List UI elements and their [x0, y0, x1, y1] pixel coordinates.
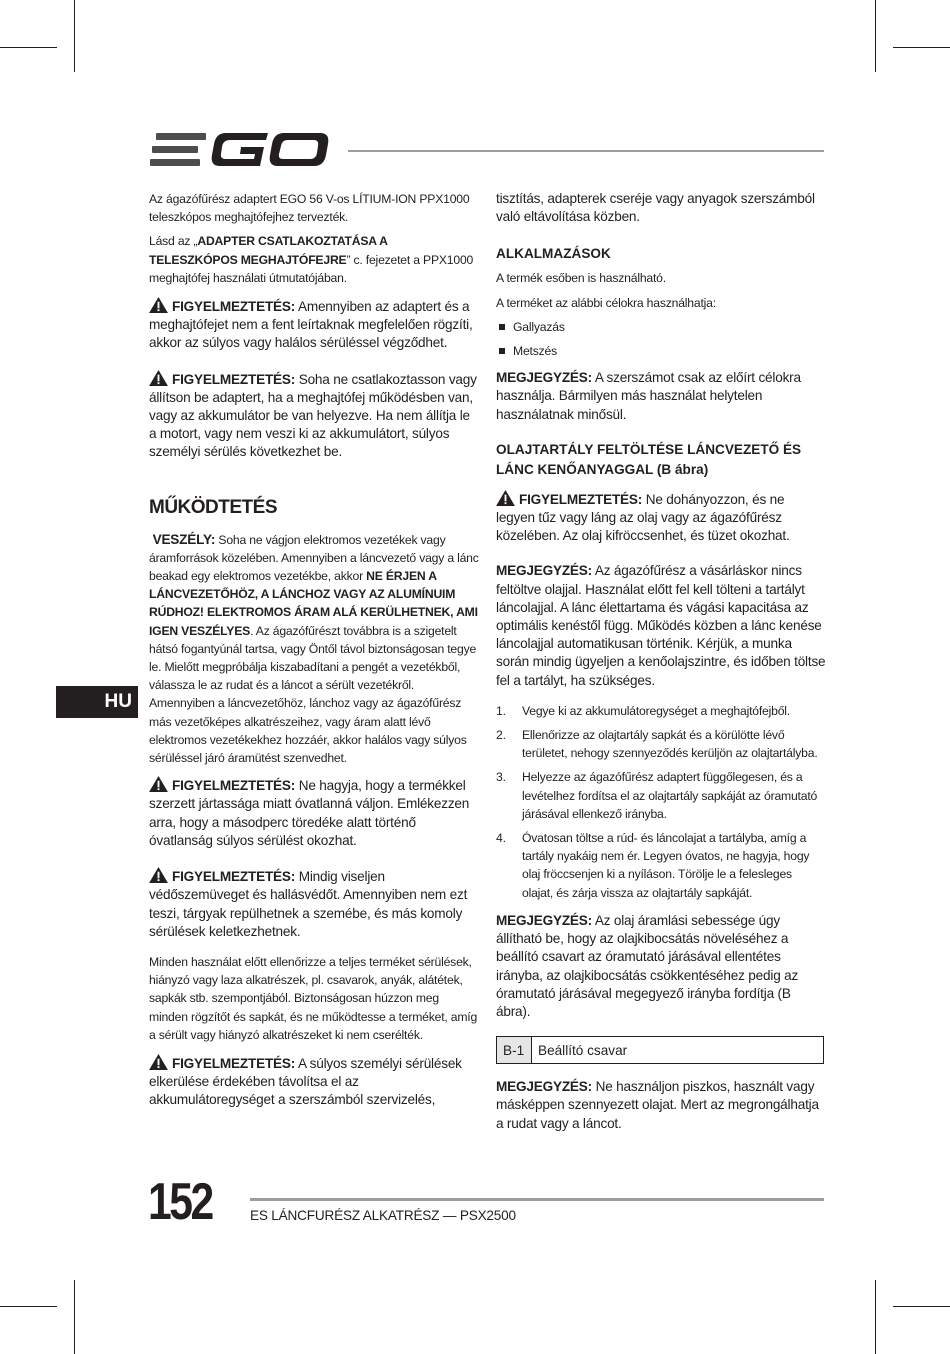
- danger-label: VESZÉLY:: [152, 531, 216, 547]
- applications-list: [496, 318, 826, 360]
- applications-title: ALKALMAZÁSOK: [496, 246, 611, 262]
- note-label: MEGJEGYZÉS:: [496, 370, 592, 386]
- list-item: [496, 768, 826, 823]
- step-text: Óvatosan töltse a rúd- és láncolajat a tartályba, amíg a tartály nyakáig nem ér. Legyen óvatos, ne hagyja, hogy olaj fröccsenjen ki a nyíláson. Törölje le a felesleges olajat, és zárja vissza az olajtartály sapkáját.: [522, 831, 810, 900]
- warning-label: FIGYELMEZTETÉS:: [172, 1055, 296, 1071]
- crop-mark: [893, 1306, 950, 1307]
- inspection-paragraph: Minden használat előtt ellenőrizze a teljes terméket sérülések, hiányzó vagy laza alkatrészek, pl. csavarok, anyák, alátétek, sapkák stb. szempontjából. Biztonságosan húzzon meg minden rögzítőt és sapkát, és ne működtesse a terméket, amíg a sérült vagy hiányzó alkatrészeket ki nem cserélték.: [149, 954, 478, 1042]
- crop-mark: [875, 1280, 876, 1354]
- note-text: Ne használjon piszkos, használt vagy másképpen szennyezett olajat. Mert az megrongálhatja a rudat vagy a láncot.: [496, 1079, 819, 1131]
- warning-5: [149, 1054, 479, 1110]
- note-text: Az ágazófűrész a vásárláskor nincs feltöltve olajjal. Használat előtt fel kell tölteni a tartályt láncolajjal. A lánc élettartama és vágási kapacitása az optimális kenéstől függ. Működés közben a lánc kenése láncolajjal automatikusan történik. Kérjük, a munka során mindig ügyeljen a kenőolajszintre, és időben töltse fel a tartályt, ha szükséges.: [496, 563, 826, 688]
- crop-mark: [0, 1306, 57, 1307]
- steps-list: [496, 702, 826, 902]
- warning-triangle-icon: [149, 370, 168, 386]
- step-text: Helyezze az ágazófűrész adaptert függőlegesen, és a levételhez fordítsa el az olajtartály sapkáját az óramutató járásával ellenkező irányba.: [522, 770, 818, 821]
- crop-mark: [0, 47, 57, 48]
- list-item: [496, 726, 826, 762]
- warning-4: [149, 867, 479, 941]
- note-text: A szerszámot csak az előírt célokra használja. Bármilyen más használat helytelen használatnak minősül.: [496, 370, 801, 422]
- warning-text: Soha ne csatlakoztasson vagy állítson be adaptert, ha a meghajtófej működésben van, vagy az akkumulátor be van helyezve. Ha nem állítja le a motort, vagy nem veszi ki az akkumulátort, súlyos személyi sérülés következhet be.: [149, 371, 477, 460]
- warning-triangle-icon: [149, 776, 168, 792]
- applications-line-1: A termék esőben is használható.: [496, 271, 666, 286]
- crop-mark: [74, 1280, 75, 1354]
- continued-paragraph: tisztítás, adapterek cseréje vagy anyagok szerszámból való eltávolítása közben.: [496, 191, 815, 225]
- legend-table: [496, 1036, 824, 1064]
- crop-mark: [893, 47, 950, 48]
- warning-3: [149, 776, 479, 850]
- danger-text: Soha ne vágjon elektromos vezetékek vagy áramforrások közelében. Amennyiben a láncvezető vagy a lánc beakad egy elektromos vezetékbe, akkor: [149, 532, 479, 584]
- step-text: Ellenőrizze az olajtartály sapkát és a körülötte lévő területet, nehogy szennyeződés kerüljön az olajtartályba.: [522, 728, 818, 761]
- step-number: 2.: [496, 728, 506, 743]
- header-rule: [348, 150, 824, 152]
- warning-label: FIGYELMEZTETÉS:: [172, 299, 296, 315]
- ego-logo: [150, 130, 330, 170]
- note-2: [496, 562, 826, 689]
- warning-label: FIGYELMEZTETÉS:: [172, 371, 296, 387]
- legend-code: B-1: [497, 1037, 532, 1064]
- warning-2: [149, 370, 479, 462]
- legend-label: Beállító csavar: [532, 1037, 824, 1064]
- note-4: [496, 1078, 826, 1133]
- reference-text-end: ” c. fejezetet a PPX1000 meghajtófej használati útmutatójában.: [149, 252, 474, 285]
- reference-text: Lásd az „: [149, 234, 198, 249]
- warning-triangle-icon: [149, 867, 168, 883]
- list-item: [496, 702, 826, 720]
- warning-triangle-icon: [496, 490, 515, 506]
- intro-paragraph: Az ágazófűrész adaptert EGO 56 V-os LÍTIUM-ION PPX1000 teleszkópos meghajtófejhez tervezték.: [149, 192, 470, 225]
- warning-text: Mindig viseljen védőszemüveget és hallásvédőt. Amennyiben nem ezt teszi, tárgyak repülhetnek a szemébe, és más komoly sérülések keletkezhetnek.: [149, 869, 468, 939]
- note-3: [496, 912, 826, 1021]
- note-label: MEGJEGYZÉS:: [496, 1079, 592, 1095]
- crop-mark: [74, 0, 75, 72]
- list-item: Gallyazás: [496, 318, 826, 336]
- step-number: 1.: [496, 703, 506, 718]
- note-text: Az olaj áramlási sebessége úgy állítható be, hogy az olajkibocsátás növeléséhez a beállító csavart az óramutató járásával ellentétes irányba, az olajkibocsátás csökkentéséhez pedig az óramutató járásával megegyező irányba fordítja (B ábra).: [496, 912, 799, 1019]
- warning-triangle-icon: [149, 297, 168, 313]
- warning-label: FIGYELMEZTETÉS:: [519, 491, 643, 507]
- warning-text: Ne dohányozzon, és ne legyen tűz vagy láng az olaj vagy az ágazófűrész közelében. Az olaj kifröccsenhet, és tüzet okozhat.: [496, 491, 790, 544]
- danger-text-end: . Az ágazófűrészt továbbra is a szigetelt hátsó fogantyúnál tartsa, vagy Öntől távol biztonságosan tegye le. Mielőtt megpróbálja kiszabadítani a pengét a vezetékből, válassza le az rudat és a láncot a sérült vezetékről. Amennyiben a láncvezetőhöz, lánchoz vagy az ágazófűrész más vezetőképes alkatrészeihez, vagy áram alatt lévő elektromos vezetékekhez hozzáér, akkor halálos vagy súlyos sérüléssel járó áramütést szenvedhet.: [149, 623, 477, 766]
- crop-mark: [875, 0, 876, 72]
- warning-label: FIGYELMEZTETÉS:: [172, 869, 296, 885]
- section-title-operation: MŰKÖDTETÉS: [149, 496, 277, 518]
- page-number: 152: [148, 1173, 212, 1231]
- reference-bold: ADAPTER CSATLAKOZTATÁSA A TELESZKÓPOS MEGHAJTÓFEJRE: [149, 234, 388, 267]
- warning-text: A súlyos személyi sérülések elkerülése érdekében távolítsa el az akkumulátoregységet a szerszámból szervizelés,: [149, 1055, 462, 1108]
- warning-label: FIGYELMEZTETÉS:: [172, 778, 296, 794]
- warning-1: [149, 297, 479, 353]
- step-number: 3.: [496, 770, 506, 785]
- reference-paragraph: [149, 232, 479, 287]
- table-row: [497, 1037, 824, 1064]
- language-tab: HU: [56, 686, 138, 718]
- warning-text: Ne hagyja, hogy a termékkel szerzett jártassága miatt óvatlanná váljon. Emlékezzen arra, hogy a másodperc töredéke alatt történő óvatlanság súlyos sérülést okozhat.: [149, 778, 470, 848]
- list-item: Metszés: [496, 342, 826, 360]
- warning-text: Amennyiben az adaptert és a meghajtófejet nem a fent leírtaknak megfelelően rögzíti, akkor az súlyos vagy halálos sérüléssel végződhet.: [149, 299, 473, 351]
- list-item: [496, 829, 826, 902]
- danger-bold-text: NE ÉRJEN A LÁNCVEZETŐHÖZ, A LÁNCHOZ VAGY AZ ALUMÍNUIM RÚDHOZ! ELEKTROMOS ÁRAM ALÁ KERÜLHETNEK, AMI IGEN VESZÉLYES: [149, 569, 478, 638]
- footer-text: ES LÁNCFURÉSZ ALKATRÉSZ — PSX2500: [250, 1208, 516, 1223]
- note-label: MEGJEGYZÉS:: [496, 563, 592, 579]
- danger-paragraph: [149, 531, 479, 768]
- note-1: [496, 369, 826, 424]
- footer-rule: [250, 1198, 824, 1201]
- warning-6: [496, 490, 826, 546]
- note-label: MEGJEGYZÉS:: [496, 912, 592, 928]
- step-number: 4.: [496, 831, 506, 846]
- oil-fill-title: OLAJTARTÁLY FELTÖLTÉSE LÁNCVEZETŐ ÉS LÁNC KENŐANYAGGAL (B ábra): [496, 441, 802, 477]
- applications-line-2: A terméket az alábbi célokra használhatja:: [496, 295, 716, 310]
- right-column: [496, 190, 826, 1133]
- left-column: [149, 190, 479, 1110]
- warning-triangle-icon: [149, 1054, 168, 1070]
- step-text: Vegye ki az akkumulátoregységet a meghajtófejből.: [522, 703, 790, 718]
